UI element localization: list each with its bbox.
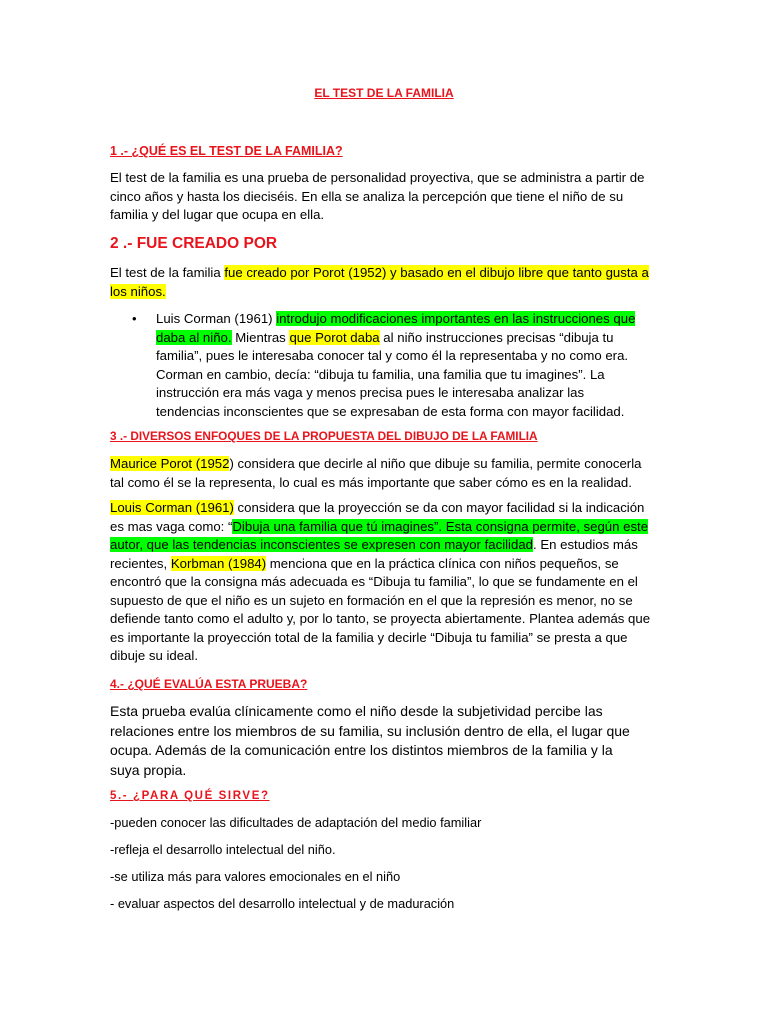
- highlight-consigna: Dibuja una familia que tú imagines”. Esta consigna permite, según este autor, que las tendencias inconscientes se expresen con mayor facilidad: [110, 518, 649, 552]
- section-2-text: El test de la familia: [110, 265, 225, 280]
- section-3-text-2c: menciona que en la práctica clínica con niños pequeños, se encontró que la consigna más adecuada es “Dibuja tu familia”, lo que se fundamente en el supuesto de que el niño es un sujeto en formación en el que la represión es menor, no se defiende tanto como el adulto y, por lo tanto, se proyecta abiertamente. Plantea además que es importante la proyección total de la familia y decirle “Dibuja tu familia” se presta a que dibuje su ideal.: [110, 555, 651, 663]
- list-item: - evaluar aspectos del desarrollo intelectual y de maduración: [110, 896, 455, 911]
- list-item: -se utiliza más para valores emocionales en el niño: [110, 869, 401, 884]
- section-1-text: El test de la familia es una prueba de personalidad proyectiva, que se administra a partir de cinco años y hasta los dieciséis. En ella se analiza la percepción que tiene el niño de su familia y del lugar que ocupa en ella.: [110, 170, 645, 222]
- bullet-icon: •: [132, 311, 137, 326]
- bullet-text-rest: al niño instrucciones precisas “dibuja tu familia”, pues le interesaba conocer tal y como él la representaba y no como era. Corman en cambio, decía: “dibuja tu familia, una familia que tu imagines”. La instrucción era más vaga y menos precisa pues le interesaba analizar las tendencias inconscientes que se expresaban de esta forma con mayor facilidad.: [156, 329, 629, 419]
- list-item: -pueden conocer las dificultades de adaptación del medio familiar: [110, 815, 482, 830]
- section-3-text-1: ) considera que decirle al niño que dibuje su familia, permite conocerla tal como él se la representa, lo cual es más importante que saber cómo es en la realidad.: [110, 456, 642, 490]
- corman-name: Luis Corman (1961): [156, 311, 277, 326]
- highlight-porot: fue creado por Porot (1952) y basado en el dibujo libre que tanto gusta a los niños.: [110, 265, 649, 299]
- section-3-text-2b: . En estudios más recientes,: [110, 537, 638, 571]
- section-3-paragraph-2: [110, 499, 658, 666]
- highlight-louis-corman: Louis Corman (1961): [110, 500, 234, 515]
- section-4-heading: 4.- ¿QUÉ EVALÚA ESTA PRUEBA?: [110, 677, 308, 691]
- section-1-heading: 1 .- ¿QUÉ ES EL TEST DE LA FAMILIA?: [110, 144, 343, 158]
- highlight-maurice-porot: Maurice Porot (1952: [110, 456, 230, 471]
- highlight-corman-instructions: introdujo modificaciones importantes en las instrucciones que daba al niño.: [156, 311, 636, 345]
- section-2-paragraph: [110, 264, 658, 301]
- highlight-porot-daba: que Porot daba: [289, 329, 380, 345]
- highlight-korbman: Korbman (1984): [170, 555, 267, 571]
- section-2-bullet-text: [156, 310, 636, 421]
- bullet-text-mid: Mientras: [231, 329, 290, 345]
- section-3-text-2a: considera que la proyección se da con mayor facilidad si la indicación es mas vaga como: “: [110, 500, 645, 534]
- list-item: -refleja el desarrollo intelectual del niño.: [110, 842, 336, 857]
- section-3-paragraph-1: [110, 455, 658, 492]
- section-5-heading: 5.- ¿PARA QUÉ SIRVE?: [110, 790, 270, 802]
- section-3-heading: 3 .- DIVERSOS ENFOQUES DE LA PROPUESTA DEL DIBUJO DE LA FAMILIA: [110, 429, 538, 443]
- section-4-text: Esta prueba evalúa clínicamente como el niño desde la subjetividad percibe las relaciones entre los miembros de su familia, su inclusión dentro de ella, el lugar que ocupa. Además de la comunicación entre los distintos miembros de la familia y la suya propia.: [110, 703, 630, 778]
- document-title: EL TEST DE LA FAMILIA: [314, 86, 454, 100]
- section-2-heading: 2 .- FUE CREADO POR: [110, 235, 278, 252]
